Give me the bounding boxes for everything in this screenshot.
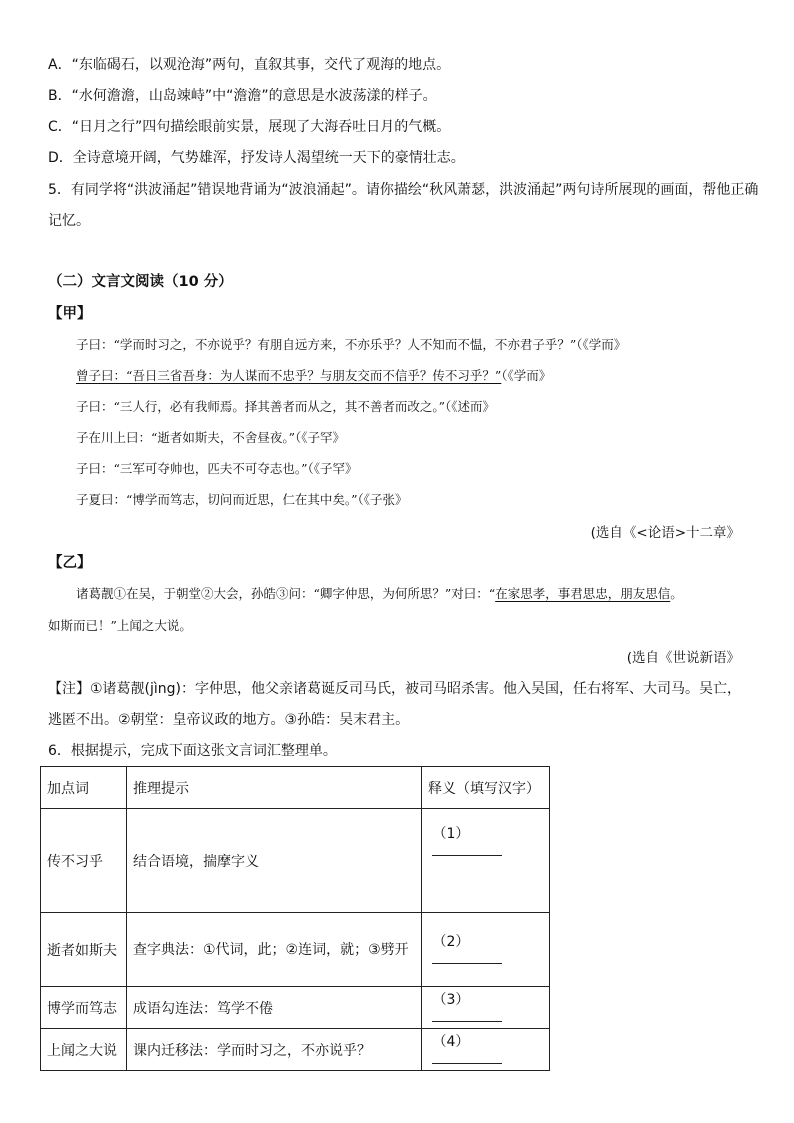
answer-cell: （4） xyxy=(422,1029,550,1071)
table-cell-hint: 查字典法：①代词，此；②连词，就；③劈开 xyxy=(127,913,422,987)
option-d: D．全诗意境开阔，气势雄浑，抒发诗人渴望统一天下的豪情壮志。 xyxy=(48,150,465,166)
jia-line-1: 子曰：“学而时习之，不亦说乎？有朋自远方来，不亦乐乎？人不知而不愠，不亦君子乎？”（《学而》 xyxy=(76,337,627,352)
yi-line-2: 如斯而已！”上闻之大说。 xyxy=(48,618,192,633)
yi-line-1: 诸葛靓①在吴，于朝堂②大会，孙皓③问：“卿字仲思，为何所思？”对曰：“在家思孝，事君思忠，朋友思信。 xyxy=(76,586,683,601)
jia-line-4: 子曰：“三军可夺帅也，匹夫不可夺志也。”（《子罕》 xyxy=(76,461,358,476)
note-line1: 【注】①诸葛靓(jìng)：字仲思，他父亲诸葛诞反司马氏，被司马昭杀害。他入吴国，任右将军、大司马。吴亡， xyxy=(48,681,742,697)
table-cell-word: 博学而笃志 xyxy=(41,987,127,1029)
table-cell-hint: 结合语境，揣摩字义 xyxy=(127,809,422,913)
option-c: C．“日月之行”四句描绘眼前实景，展现了大海吞吐日月的气概。 xyxy=(48,119,451,135)
question-5-line1: 5．有同学将“洪波涌起”错误地背诵为“波浪涌起”。请你描绘“秋风萧瑟，洪波涌起”两句诗所展现的画面，帮他正确 xyxy=(48,182,759,198)
table-cell-word: 逝者如斯夫 xyxy=(41,913,127,987)
table-row xyxy=(41,913,550,987)
jia-line-3: 子在川上曰：“逝者如斯夫，不舍昼夜。”（《子罕》 xyxy=(76,430,346,445)
table-cell-word: 上闻之大说 xyxy=(41,1029,127,1071)
table-row xyxy=(41,987,550,1029)
yi-source: (选自《世说新语》 xyxy=(626,650,740,666)
option-b: B．“水何澹澹，山岛竦峙”中“澹澹”的意思是水波荡漾的样子。 xyxy=(48,88,437,104)
answer-blank-1[interactable] xyxy=(432,843,502,856)
zengzi-underlined: 曾子曰：“吾日三省吾身：为人谋而不忠乎？与朋友交而不信乎？传不习乎？” xyxy=(76,368,502,383)
table-row xyxy=(41,809,550,913)
vocab-table xyxy=(40,766,550,1071)
jia-line-5: 子夏曰：“博学而笃志，切问而近思，仁在其中矣。”（《子张》 xyxy=(76,492,408,507)
jia-source: (选自《<论语>十二章》 xyxy=(590,525,740,541)
option-a: A．“东临碣石，以观沧海”两句，直叙其事，交代了观海的地点。 xyxy=(48,57,451,73)
table-cell-word: 传不习乎 xyxy=(41,809,127,913)
zengzi-source: （《学而》 xyxy=(501,368,552,383)
question-5-line2: 记忆。 xyxy=(48,213,90,229)
table-header-row xyxy=(41,767,550,809)
answer-blank-4[interactable] xyxy=(432,1051,502,1064)
table-row xyxy=(41,1029,550,1071)
answer-blank-3[interactable] xyxy=(432,1009,502,1022)
section-title: （二）文言文阅读（10 分） xyxy=(48,274,233,290)
table-cell-hint: 成语勾连法：笃学不倦 xyxy=(127,987,422,1029)
table-cell-hint: 课内迁移法：学而时习之，不亦说乎？ xyxy=(127,1029,422,1071)
table-header: 释义（填写汉字） xyxy=(422,767,550,809)
jia-label: 【甲】 xyxy=(48,306,92,322)
answer-blank-2[interactable] xyxy=(432,951,502,964)
answer-cell: （1） xyxy=(422,809,550,913)
question-6: 6．根据提示，完成下面这张文言词汇整理单。 xyxy=(48,743,337,759)
yi-label: 【乙】 xyxy=(48,555,92,571)
table-header: 加点词 xyxy=(41,767,127,809)
jia-line-2: 子曰：“三人行，必有我师焉。择其善者而从之，其不善者而改之。”（《述而》 xyxy=(76,399,496,414)
jia-line-zengzi xyxy=(76,366,551,386)
yi-underlined: 在家思孝，事君思忠，朋友思信 xyxy=(495,586,671,601)
note-line2: 逃匿不出。②朝堂：皇帝议政的地方。③孙皓：吴末君主。 xyxy=(48,712,410,728)
table-header: 推理提示 xyxy=(127,767,422,809)
answer-cell: （3） xyxy=(422,987,550,1029)
answer-cell: （2） xyxy=(422,913,550,987)
